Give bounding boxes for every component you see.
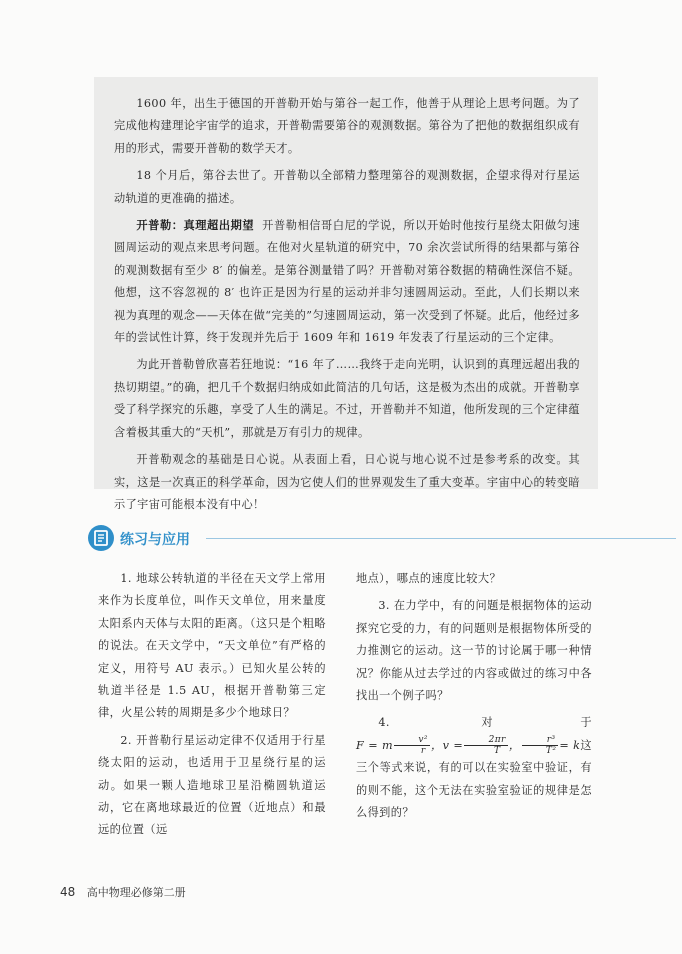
q4-prefix: 4. 对于 — [378, 716, 592, 730]
reading-box — [94, 77, 598, 511]
fraction-numerator: 2πr — [464, 735, 508, 746]
exercise-column-left — [98, 568, 326, 847]
formula-3-fraction — [522, 735, 559, 756]
exercise-question-4 — [356, 712, 592, 824]
reading-paragraph: 18 个月后，第谷去世了。开普勒以全部精力整理第谷的观测数据，企望求得对行星运动轨道的更准确的描述。 — [114, 169, 580, 205]
exercise-question-2: 2. 开普勒行星运动定律不仅适用于行星绕太阳的运动，也适用于卫星绕行星的运动。如果一颗人造地球卫星沿椭圆轨道运动，它在离地球最近的位置（近地点）和最远的位置（远 — [98, 733, 326, 837]
formula-3-rhs: = k — [559, 738, 581, 752]
book-title: 高中物理必修第二册 — [86, 886, 186, 899]
q4-text: 这三个等式来说，有的可以在实验室中验证，有的则不能，这个无法在实验室验证的规律是怎么得到的？ — [356, 738, 593, 820]
exercise-column-right — [356, 568, 592, 829]
page-number: 48 — [60, 885, 76, 899]
formula-3-lhs: ， — [508, 738, 521, 752]
reading-text: 开普勒相信哥白尼的学说，所以开始时他按行星绕太阳做匀速圆周运动的观点来思考问题。在他对火星轨道的研究中，70 余次尝试所得的结果都与第谷的观测数据有至少 8′ 的偏差。是第谷测量错了吗？开普勒对第谷数据的精确性深信不疑。他想，这不容忽视的 8′ 也许正是因为行星的运动并非匀速圆周运动。至此，人们长期以来视为真理的观念——天体在做“完美的”匀速圆周运动，第一次受到了怀疑。此后，他经过多年的尝试性计算，终于发现并先后于 1609 年和 1619 年发表了行星运动的三个定律。 — [114, 219, 580, 345]
formula-1 — [356, 735, 431, 757]
reading-subheading: 开普勒：真理超出期望 — [136, 219, 255, 233]
exercise-question-1: 1. 地球公转轨道的半径在天文学上常用来作为长度单位，叫作天文单位，用来量度太阳系内天体与太阳的距离。（这只是个粗略的说法。在天文学中，“天文单位”有严格的定义，用符号 AU 表示。）已知火星公转的轨道半径是 1.5 AU，根据开普勒第三定律，火星公转的周期是多少个地球日？ — [98, 572, 326, 720]
exercise-question-2-continued: 地点），哪点的速度比较大？ — [356, 572, 502, 585]
reading-paragraph: 开普勒观念的基础是日心说。从表面上看，日心说与地心说不过是参考系的改变。其实，这是一次真正的科学革命，因为它使人们的世界观发生了重大变革。宇宙中心的转变暗示了宇宙可能根本没有中心！ — [114, 453, 580, 511]
formula-1-fraction — [394, 735, 430, 756]
header-divider — [206, 538, 676, 539]
reading-paragraph: 为此开普勒曾欣喜若狂地说：“16 年了……我终于走向光明，认识到的真理远超出我的热切期望。”的确，把几千个数据归纳成如此简洁的几句话，这是极为杰出的成就。开普勒享受了科学探究的乐趣，享受了人生的满足。不过，开普勒并不知道，他所发现的三个定律蕴含着极其重大的“天机”，那就是万有引力的规律。 — [114, 358, 580, 439]
fraction-denominator: T — [493, 746, 501, 757]
formula-2-fraction — [464, 735, 508, 756]
fraction-denominator: r — [420, 746, 426, 757]
formula-1-lhs: F = m — [356, 738, 394, 752]
fraction-denominator: T² — [545, 746, 557, 757]
formula-2 — [430, 735, 509, 757]
formula-3 — [508, 735, 581, 757]
exercise-title: 练习与应用 — [120, 532, 190, 548]
exercise-header — [88, 524, 678, 552]
book-icon — [88, 525, 114, 551]
formula-2-lhs: ，v = — [430, 738, 464, 752]
fraction-numerator: r³ — [522, 735, 559, 746]
exercise-question-3: 3. 在力学中，有的问题是根据物体的运动探究它受的力，有的问题则是根据物体所受的力推测它的运动。这一节的讨论属于哪一种情况？你能从过去学过的内容或做过的练习中各找出一个例子吗？ — [356, 599, 592, 703]
reading-paragraph — [114, 215, 580, 349]
fraction-numerator: v² — [394, 735, 430, 746]
page-footer — [60, 884, 186, 900]
reading-paragraph: 1600 年，出生于德国的开普勒开始与第谷一起工作，他善于从理论上思考问题。为了完成他构建理论宇宙学的追求，开普勒需要第谷的观测数据。第谷为了把他的数据组织成有用的形式，需要开普勒的数学天才。 — [114, 97, 580, 155]
